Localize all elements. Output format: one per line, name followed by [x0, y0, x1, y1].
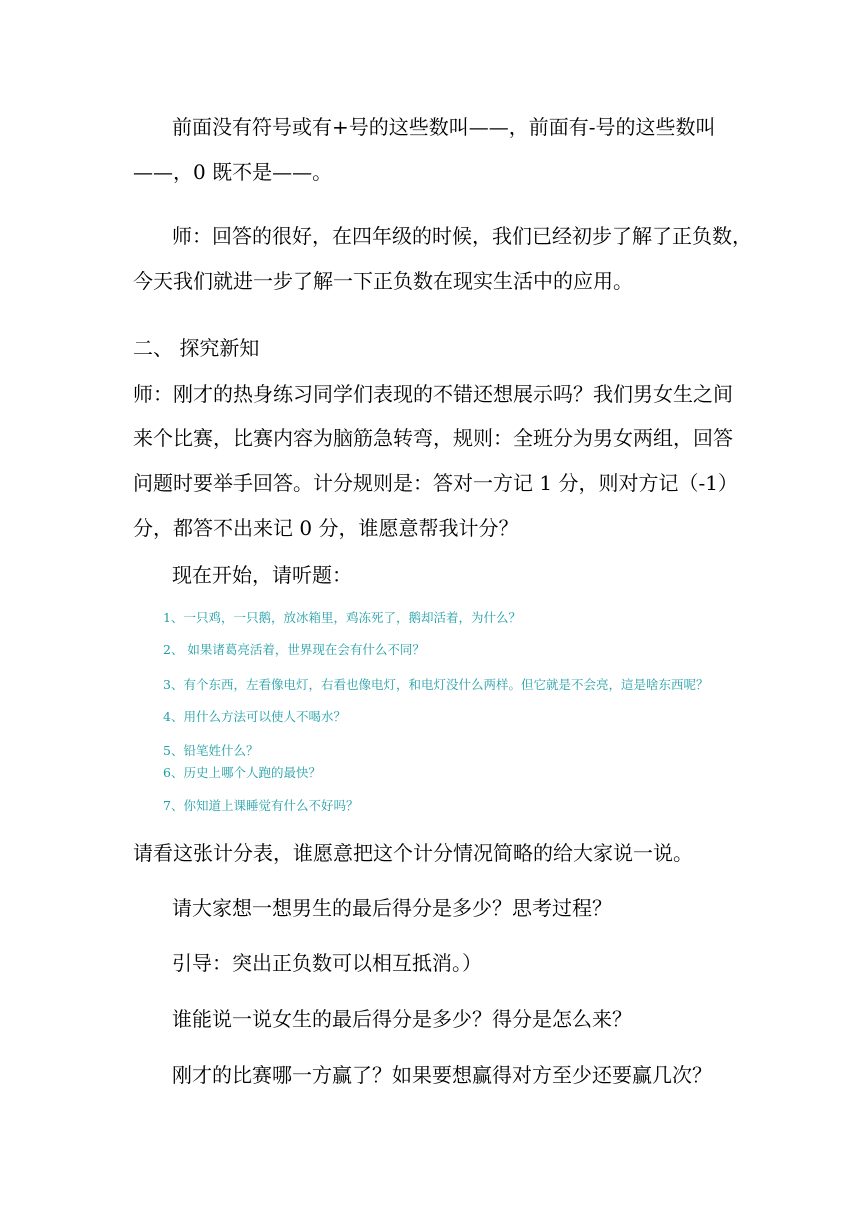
start-prompt: 现在开始，请听题： [172, 563, 352, 587]
boys-score-question: 请大家想一想男生的最后得分是多少？思考过程？ [172, 896, 612, 920]
guide-line: 引导：突出正负数可以相互抵消。） [172, 951, 482, 975]
question-item: 2、 如果诸葛亮活着，世界现在会有什么不同？ [163, 642, 425, 657]
winner-question: 刚才的比赛哪一方赢了？如果要想赢得对方至少还要赢几次？ [172, 1063, 712, 1087]
girls-score-question: 谁能说一说女生的最后得分是多少？得分是怎么来？ [172, 1007, 632, 1031]
teacher-reply-line-2: 今天我们就进一步了解一下正负数在现实生活中的应用。 [133, 269, 633, 293]
question-item: 6、历史上哪个人跑的最快？ [163, 765, 321, 780]
teacher-reply-line-1: 师：回答的很好，在四年级的时候，我们已经初步了解了正负数， [172, 224, 752, 248]
section-para-line-1: 师：刚才的热身练习同学们表现的不错还想展示吗？我们男女生之间 [133, 382, 733, 406]
question-item: 1、一只鸡，一只鹅，放冰箱里，鸡冻死了，鹅却活着，为什么？ [163, 610, 521, 625]
intro-line-2: ——，0 既不是——。 [133, 160, 333, 184]
section-heading: 二、 探究新知 [133, 336, 260, 360]
question-item: 7、你知道上课睡觉有什么不好吗？ [163, 798, 359, 813]
section-para-line-4: 分，都答不出来记 0 分，谁愿意帮我计分？ [133, 516, 519, 540]
intro-line-1: 前面没有符号或有+号的这些数叫——，前面有-号的这些数叫 [172, 115, 716, 139]
question-item: 4、用什么方法可以使人不喝水？ [163, 709, 346, 724]
section-para-line-3: 问题时要举手回答。计分规则是：答对一方记 1 分，则对方记（-1） [133, 471, 738, 495]
scoreboard-line: 请看这张计分表，谁愿意把这个计分情况简略的给大家说一说。 [133, 841, 693, 865]
question-item: 5、铅笔姓什么？ [163, 743, 259, 758]
section-para-line-2: 来个比赛，比赛内容为脑筋急转弯，规则：全班分为男女两组，回答 [133, 426, 733, 450]
question-item: 3、有个东西，左看像电灯，右看也像电灯，和电灯没什么两样。但它就是不会亮，這是啥东西呢？ [163, 677, 709, 692]
